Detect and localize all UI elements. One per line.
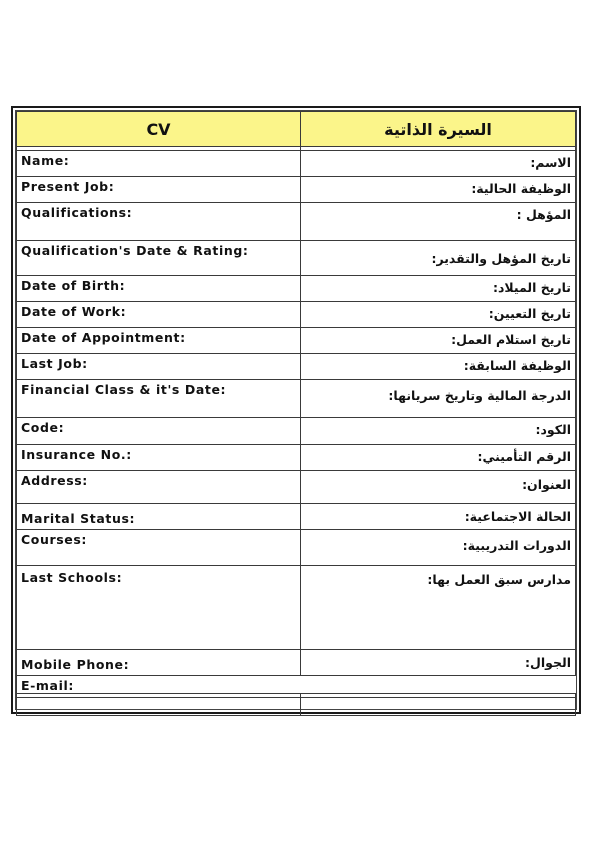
field-label-ar: الجوال:	[301, 650, 576, 676]
field-label-ar: الوظيفة السابقة:	[301, 354, 576, 380]
field-label-ar: الاسم:	[301, 151, 576, 177]
table-row	[17, 530, 576, 566]
field-label-ar: تاريخ استلام العمل:	[301, 328, 576, 354]
field-label-en: Address:	[17, 471, 301, 504]
field-label-en: Qualification's Date & Rating:	[17, 241, 301, 276]
table-row	[17, 418, 576, 445]
field-label-en: Marital Status:	[17, 504, 301, 530]
table-row	[17, 328, 576, 354]
field-label-en: Mobile Phone:	[17, 650, 301, 676]
field-label-ar: الحالة الاجتماعية:	[301, 504, 576, 530]
table-row	[17, 151, 576, 177]
field-label-en: Present Job:	[17, 177, 301, 203]
header-row	[17, 112, 576, 147]
cv-title-en: CV	[17, 112, 301, 147]
field-label-en: Date of Birth:	[17, 276, 301, 302]
field-label-en: Code:	[17, 418, 301, 445]
table-row	[17, 566, 576, 650]
field-label-ar: العنوان:	[301, 471, 576, 504]
table-row	[17, 698, 576, 716]
table-row	[17, 241, 576, 276]
cv-form-inner	[15, 110, 577, 710]
field-label-en: Date of Work:	[17, 302, 301, 328]
field-label-en: Qualifications:	[17, 203, 301, 241]
field-label-ar: الرقم التأميني:	[301, 445, 576, 471]
field-label-ar: الدورات التدريبية:	[301, 530, 576, 566]
field-label-en: Courses:	[17, 530, 301, 566]
table-row	[17, 276, 576, 302]
field-label-ar: المؤهل :	[301, 203, 576, 241]
table-row	[17, 302, 576, 328]
field-label-ar: مدارس سبق العمل بها:	[301, 566, 576, 650]
table-row	[17, 676, 576, 694]
field-label-en: Last Schools:	[17, 566, 301, 650]
field-label-en: Insurance No.:	[17, 445, 301, 471]
email-value-cell	[17, 698, 301, 716]
table-row	[17, 203, 576, 241]
field-label-ar: تاريخ الميلاد:	[301, 276, 576, 302]
cv-title-ar: السيرة الذاتية	[301, 112, 576, 147]
table-row	[17, 354, 576, 380]
table-row	[17, 504, 576, 530]
field-label-ar: تاريخ التعيين:	[301, 302, 576, 328]
field-label-ar: الوظيفة الحالية:	[301, 177, 576, 203]
field-label-en: E-mail:	[17, 676, 576, 694]
table-row	[17, 177, 576, 203]
field-label-en: Financial Class & it's Date:	[17, 380, 301, 418]
table-row	[17, 650, 576, 676]
field-label-ar: الدرجة المالية وتاريخ سريانها:	[301, 380, 576, 418]
table-row	[17, 471, 576, 504]
email-value-cell-ar	[301, 698, 576, 716]
table-row	[17, 445, 576, 471]
field-label-en: Date of Appointment:	[17, 328, 301, 354]
field-label-en: Name:	[17, 151, 301, 177]
field-label-en: Last Job:	[17, 354, 301, 380]
field-label-ar: تاريخ المؤهل والتقدير:	[301, 241, 576, 276]
field-label-ar: الكود:	[301, 418, 576, 445]
cv-form-frame	[11, 106, 581, 714]
table-row	[17, 380, 576, 418]
cv-table	[16, 111, 576, 716]
